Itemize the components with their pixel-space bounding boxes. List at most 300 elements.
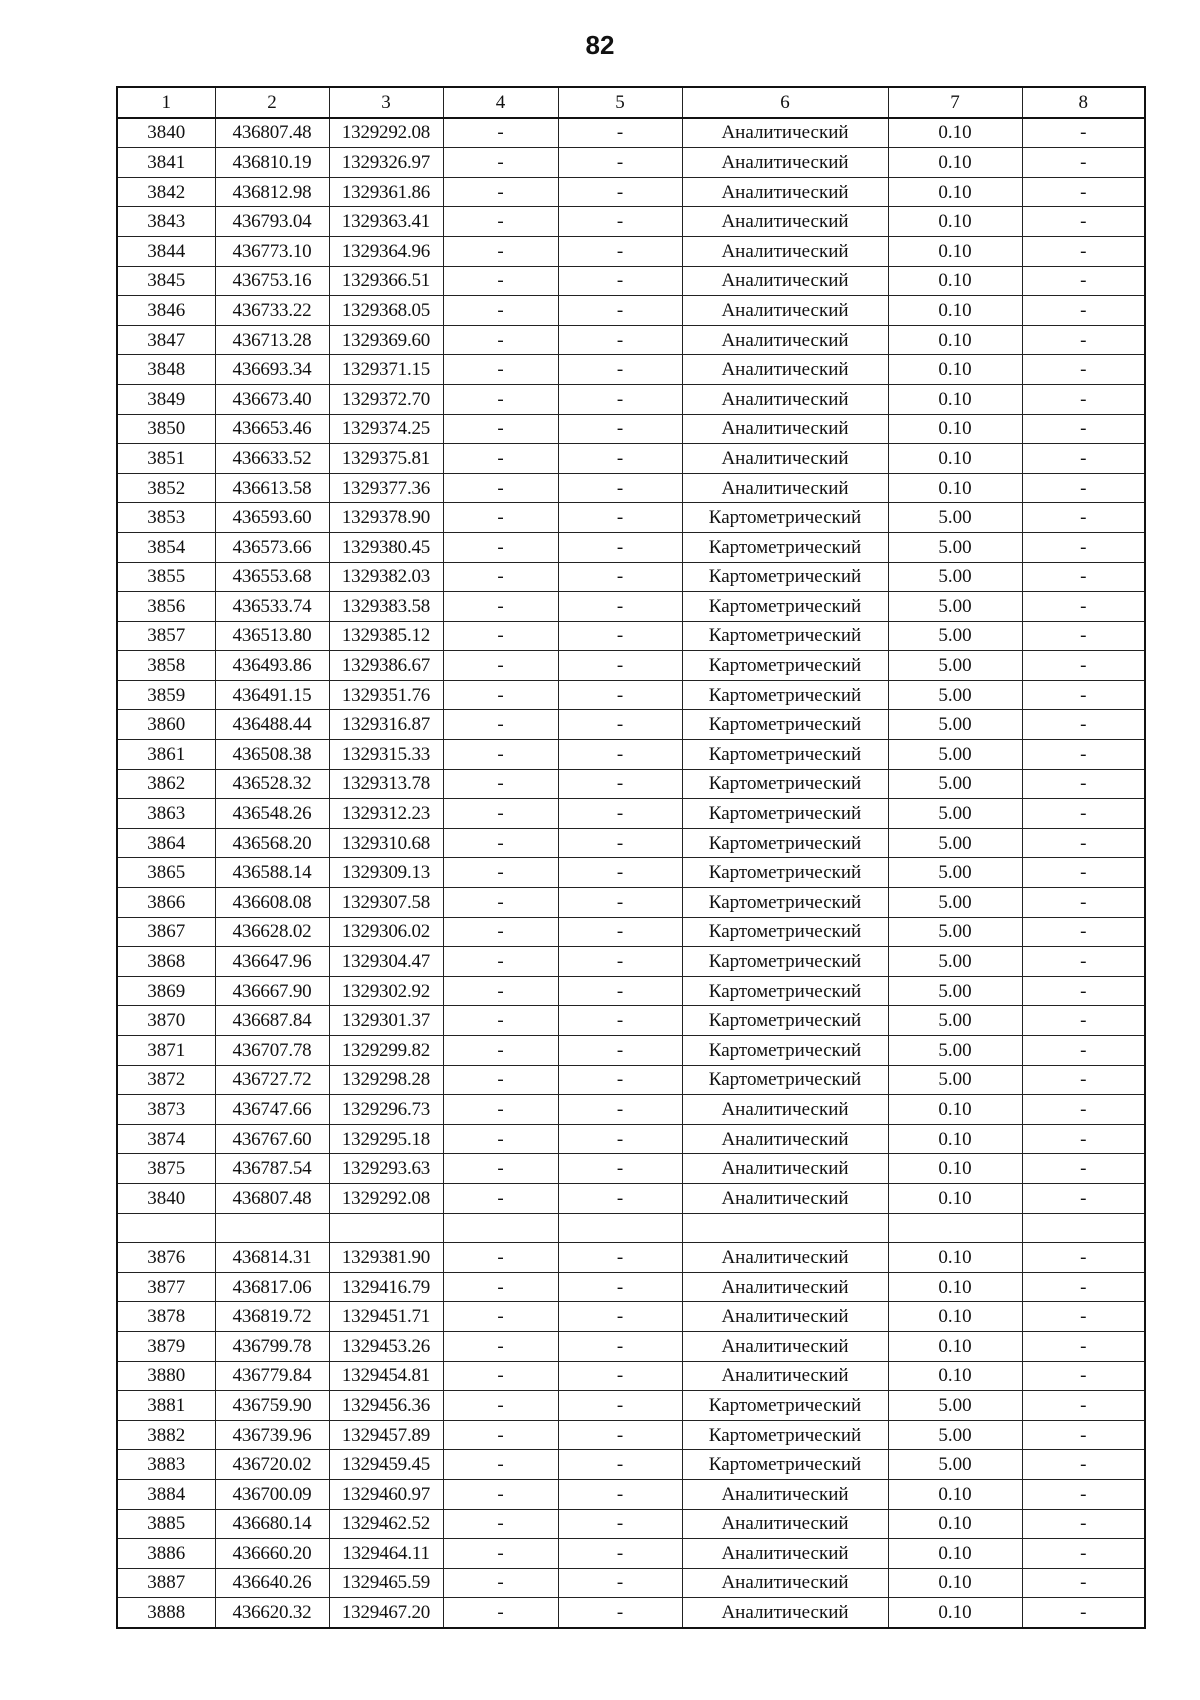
column-5-cell: - — [558, 1509, 682, 1539]
y-coordinate-cell: 1329371.15 — [329, 355, 443, 385]
accuracy-cell: 0.10 — [888, 473, 1022, 503]
point-number-cell: 3855 — [117, 562, 215, 592]
x-coordinate-cell: 436817.06 — [215, 1272, 329, 1302]
y-coordinate-cell: 1329302.92 — [329, 976, 443, 1006]
x-coordinate-cell: 436568.20 — [215, 828, 329, 858]
y-coordinate-cell: 1329307.58 — [329, 888, 443, 918]
accuracy-cell: 5.00 — [888, 799, 1022, 829]
x-coordinate-cell: 436807.48 — [215, 118, 329, 148]
x-coordinate-cell: 436488.44 — [215, 710, 329, 740]
accuracy-cell: 5.00 — [888, 976, 1022, 1006]
table-row — [117, 1095, 1145, 1125]
column-4-cell: - — [443, 917, 558, 947]
column-4-cell: - — [443, 621, 558, 651]
table-row — [117, 1213, 1145, 1243]
x-coordinate-cell: 436620.32 — [215, 1598, 329, 1628]
column-4-cell — [443, 1213, 558, 1243]
accuracy-cell: 0.10 — [888, 1183, 1022, 1213]
point-number-cell: 3868 — [117, 947, 215, 977]
column-8-cell: - — [1022, 236, 1145, 266]
column-8-cell: - — [1022, 1272, 1145, 1302]
y-coordinate-cell: 1329366.51 — [329, 266, 443, 296]
point-number-cell: 3873 — [117, 1095, 215, 1125]
column-4-cell: - — [443, 355, 558, 385]
x-coordinate-cell: 436493.86 — [215, 651, 329, 681]
point-number-cell: 3844 — [117, 236, 215, 266]
method-cell: Картометрический — [682, 1006, 888, 1036]
x-coordinate-cell: 436793.04 — [215, 207, 329, 237]
column-4-cell: - — [443, 799, 558, 829]
column-5-cell: - — [558, 947, 682, 977]
column-5-cell: - — [558, 651, 682, 681]
x-coordinate-cell: 436807.48 — [215, 1183, 329, 1213]
column-4-cell: - — [443, 562, 558, 592]
column-4-cell: - — [443, 976, 558, 1006]
x-coordinate-cell: 436628.02 — [215, 917, 329, 947]
y-coordinate-cell: 1329301.37 — [329, 1006, 443, 1036]
point-number-cell: 3852 — [117, 473, 215, 503]
table-body — [117, 118, 1145, 1628]
table-row — [117, 917, 1145, 947]
x-coordinate-cell: 436613.58 — [215, 473, 329, 503]
point-number-cell: 3841 — [117, 148, 215, 178]
accuracy-cell: 0.10 — [888, 1539, 1022, 1569]
point-number-cell: 3864 — [117, 828, 215, 858]
method-cell: Аналитический — [682, 1272, 888, 1302]
point-number-cell: 3866 — [117, 888, 215, 918]
x-coordinate-cell: 436573.66 — [215, 532, 329, 562]
x-coordinate-cell: 436528.32 — [215, 769, 329, 799]
column-4-cell: - — [443, 414, 558, 444]
column-4-cell: - — [443, 1450, 558, 1480]
method-cell: Аналитический — [682, 1479, 888, 1509]
column-5-cell — [558, 1213, 682, 1243]
x-coordinate-cell: 436720.02 — [215, 1450, 329, 1480]
accuracy-cell: 0.10 — [888, 1479, 1022, 1509]
column-5-cell: - — [558, 236, 682, 266]
method-cell: Картометрический — [682, 680, 888, 710]
column-8-cell: - — [1022, 532, 1145, 562]
x-coordinate-cell: 436608.08 — [215, 888, 329, 918]
column-8-cell: - — [1022, 1154, 1145, 1184]
column-5-cell: - — [558, 532, 682, 562]
column-8-cell: - — [1022, 769, 1145, 799]
accuracy-cell: 5.00 — [888, 1420, 1022, 1450]
accuracy-cell: 5.00 — [888, 828, 1022, 858]
y-coordinate-cell: 1329369.60 — [329, 325, 443, 355]
y-coordinate-cell: 1329378.90 — [329, 503, 443, 533]
column-8-cell: - — [1022, 118, 1145, 148]
column-8-cell: - — [1022, 1479, 1145, 1509]
point-number-cell: 3874 — [117, 1124, 215, 1154]
table-row — [117, 473, 1145, 503]
column-4-cell: - — [443, 266, 558, 296]
table-row — [117, 858, 1145, 888]
table-row — [117, 503, 1145, 533]
column-4-cell: - — [443, 1302, 558, 1332]
table-row — [117, 1006, 1145, 1036]
column-8-cell: - — [1022, 444, 1145, 474]
column-4-cell: - — [443, 888, 558, 918]
column-4-cell: - — [443, 1095, 558, 1125]
table-row — [117, 1302, 1145, 1332]
accuracy-cell — [888, 1213, 1022, 1243]
table-row — [117, 355, 1145, 385]
y-coordinate-cell: 1329292.08 — [329, 118, 443, 148]
method-cell: Аналитический — [682, 266, 888, 296]
column-8-cell: - — [1022, 651, 1145, 681]
point-number-cell: 3878 — [117, 1302, 215, 1332]
y-coordinate-cell: 1329299.82 — [329, 1036, 443, 1066]
y-coordinate-cell: 1329459.45 — [329, 1450, 443, 1480]
y-coordinate-cell: 1329313.78 — [329, 769, 443, 799]
column-5-cell: - — [558, 1450, 682, 1480]
y-coordinate-cell: 1329316.87 — [329, 710, 443, 740]
column-4-cell: - — [443, 296, 558, 326]
column-8-cell: - — [1022, 917, 1145, 947]
column-8-cell: - — [1022, 473, 1145, 503]
method-cell: Аналитический — [682, 207, 888, 237]
method-cell: Картометрический — [682, 562, 888, 592]
point-number-cell: 3851 — [117, 444, 215, 474]
point-number-cell: 3840 — [117, 118, 215, 148]
column-8-cell: - — [1022, 828, 1145, 858]
method-cell: Картометрический — [682, 828, 888, 858]
point-number-cell: 3885 — [117, 1509, 215, 1539]
column-5-cell: - — [558, 296, 682, 326]
point-number-cell: 3886 — [117, 1539, 215, 1569]
table-row — [117, 947, 1145, 977]
column-5-cell: - — [558, 1598, 682, 1628]
column-8-cell: - — [1022, 740, 1145, 770]
column-5-cell: - — [558, 828, 682, 858]
column-8-cell: - — [1022, 1302, 1145, 1332]
y-coordinate-cell: 1329381.90 — [329, 1243, 443, 1273]
x-coordinate-cell: 436687.84 — [215, 1006, 329, 1036]
column-5-cell: - — [558, 1420, 682, 1450]
point-number-cell: 3859 — [117, 680, 215, 710]
accuracy-cell: 0.10 — [888, 207, 1022, 237]
table-row — [117, 532, 1145, 562]
x-coordinate-cell: 436819.72 — [215, 1302, 329, 1332]
table-row — [117, 680, 1145, 710]
column-8-cell: - — [1022, 355, 1145, 385]
point-number-cell: 3848 — [117, 355, 215, 385]
column-header: 2 — [215, 87, 329, 118]
point-number-cell: 3882 — [117, 1420, 215, 1450]
method-cell: Картометрический — [682, 503, 888, 533]
method-cell: Аналитический — [682, 1243, 888, 1273]
column-8-cell: - — [1022, 888, 1145, 918]
column-5-cell: - — [558, 414, 682, 444]
y-coordinate-cell: 1329464.11 — [329, 1539, 443, 1569]
column-5-cell: - — [558, 740, 682, 770]
method-cell: Картометрический — [682, 888, 888, 918]
column-8-cell: - — [1022, 414, 1145, 444]
column-5-cell: - — [558, 1479, 682, 1509]
y-coordinate-cell: 1329326.97 — [329, 148, 443, 178]
table-row — [117, 177, 1145, 207]
method-cell: Картометрический — [682, 769, 888, 799]
column-5-cell: - — [558, 118, 682, 148]
column-5-cell: - — [558, 355, 682, 385]
method-cell: Аналитический — [682, 1095, 888, 1125]
point-number-cell: 3861 — [117, 740, 215, 770]
accuracy-cell: 0.10 — [888, 236, 1022, 266]
point-number-cell: 3840 — [117, 1183, 215, 1213]
column-5-cell: - — [558, 325, 682, 355]
x-coordinate-cell: 436653.46 — [215, 414, 329, 444]
column-4-cell: - — [443, 1361, 558, 1391]
accuracy-cell: 0.10 — [888, 1095, 1022, 1125]
point-number-cell: 3863 — [117, 799, 215, 829]
column-4-cell: - — [443, 1539, 558, 1569]
x-coordinate-cell: 436787.54 — [215, 1154, 329, 1184]
table-row — [117, 1036, 1145, 1066]
x-coordinate-cell: 436799.78 — [215, 1331, 329, 1361]
column-5-cell: - — [558, 710, 682, 740]
accuracy-cell: 5.00 — [888, 858, 1022, 888]
method-cell: Аналитический — [682, 473, 888, 503]
y-coordinate-cell: 1329315.33 — [329, 740, 443, 770]
column-5-cell: - — [558, 621, 682, 651]
point-number-cell: 3846 — [117, 296, 215, 326]
y-coordinate-cell: 1329351.76 — [329, 680, 443, 710]
column-5-cell: - — [558, 917, 682, 947]
accuracy-cell: 5.00 — [888, 710, 1022, 740]
column-8-cell: - — [1022, 621, 1145, 651]
method-cell: Картометрический — [682, 621, 888, 651]
column-4-cell: - — [443, 740, 558, 770]
point-number-cell: 3867 — [117, 917, 215, 947]
method-cell: Картометрический — [682, 917, 888, 947]
point-number-cell: 3856 — [117, 592, 215, 622]
point-number-cell — [117, 1213, 215, 1243]
column-8-cell: - — [1022, 384, 1145, 414]
method-cell: Картометрический — [682, 532, 888, 562]
column-5-cell: - — [558, 976, 682, 1006]
column-5-cell: - — [558, 1006, 682, 1036]
method-cell: Картометрический — [682, 947, 888, 977]
column-5-cell: - — [558, 1302, 682, 1332]
y-coordinate-cell: 1329304.47 — [329, 947, 443, 977]
table-row — [117, 562, 1145, 592]
column-4-cell: - — [443, 1183, 558, 1213]
y-coordinate-cell: 1329380.45 — [329, 532, 443, 562]
method-cell: Картометрический — [682, 976, 888, 1006]
y-coordinate-cell: 1329457.89 — [329, 1420, 443, 1450]
column-5-cell: - — [558, 1361, 682, 1391]
x-coordinate-cell: 436779.84 — [215, 1361, 329, 1391]
column-5-cell: - — [558, 1243, 682, 1273]
column-5-cell: - — [558, 1124, 682, 1154]
table-header-row — [117, 87, 1145, 118]
y-coordinate-cell: 1329451.71 — [329, 1302, 443, 1332]
point-number-cell: 3888 — [117, 1598, 215, 1628]
x-coordinate-cell: 436680.14 — [215, 1509, 329, 1539]
y-coordinate-cell: 1329361.86 — [329, 177, 443, 207]
y-coordinate-cell: 1329363.41 — [329, 207, 443, 237]
table-row — [117, 207, 1145, 237]
table-row — [117, 1183, 1145, 1213]
accuracy-cell: 0.10 — [888, 1272, 1022, 1302]
method-cell: Картометрический — [682, 651, 888, 681]
column-header: 7 — [888, 87, 1022, 118]
x-coordinate-cell: 436759.90 — [215, 1391, 329, 1421]
accuracy-cell: 0.10 — [888, 296, 1022, 326]
accuracy-cell: 5.00 — [888, 680, 1022, 710]
y-coordinate-cell: 1329312.23 — [329, 799, 443, 829]
point-number-cell: 3858 — [117, 651, 215, 681]
accuracy-cell: 5.00 — [888, 1006, 1022, 1036]
column-8-cell: - — [1022, 1006, 1145, 1036]
accuracy-cell: 0.10 — [888, 414, 1022, 444]
method-cell: Аналитический — [682, 296, 888, 326]
accuracy-cell: 5.00 — [888, 1450, 1022, 1480]
column-4-cell: - — [443, 236, 558, 266]
column-4-cell: - — [443, 1124, 558, 1154]
x-coordinate-cell: 436633.52 — [215, 444, 329, 474]
point-number-cell: 3860 — [117, 710, 215, 740]
y-coordinate-cell: 1329453.26 — [329, 1331, 443, 1361]
y-coordinate-cell: 1329386.67 — [329, 651, 443, 681]
column-5-cell: - — [558, 888, 682, 918]
table-row — [117, 1420, 1145, 1450]
point-number-cell: 3865 — [117, 858, 215, 888]
x-coordinate-cell: 436553.68 — [215, 562, 329, 592]
method-cell: Аналитический — [682, 148, 888, 178]
point-number-cell: 3884 — [117, 1479, 215, 1509]
column-4-cell: - — [443, 858, 558, 888]
table-row — [117, 769, 1145, 799]
table-row — [117, 266, 1145, 296]
column-5-cell: - — [558, 1391, 682, 1421]
column-4-cell: - — [443, 1036, 558, 1066]
column-8-cell: - — [1022, 177, 1145, 207]
column-8-cell: - — [1022, 680, 1145, 710]
point-number-cell: 3871 — [117, 1036, 215, 1066]
y-coordinate-cell: 1329377.36 — [329, 473, 443, 503]
table-row — [117, 651, 1145, 681]
method-cell: Аналитический — [682, 1154, 888, 1184]
column-8-cell: - — [1022, 1124, 1145, 1154]
accuracy-cell: 0.10 — [888, 118, 1022, 148]
column-4-cell: - — [443, 384, 558, 414]
method-cell: Аналитический — [682, 1568, 888, 1598]
y-coordinate-cell: 1329467.20 — [329, 1598, 443, 1628]
table-row — [117, 592, 1145, 622]
method-cell: Аналитический — [682, 1124, 888, 1154]
y-coordinate-cell: 1329298.28 — [329, 1065, 443, 1095]
y-coordinate-cell — [329, 1213, 443, 1243]
column-5-cell: - — [558, 384, 682, 414]
method-cell: Аналитический — [682, 177, 888, 207]
column-header: 5 — [558, 87, 682, 118]
accuracy-cell: 0.10 — [888, 177, 1022, 207]
accuracy-cell: 0.10 — [888, 1124, 1022, 1154]
x-coordinate-cell: 436814.31 — [215, 1243, 329, 1273]
column-8-cell: - — [1022, 207, 1145, 237]
method-cell: Картометрический — [682, 1450, 888, 1480]
column-4-cell: - — [443, 769, 558, 799]
x-coordinate-cell: 436707.78 — [215, 1036, 329, 1066]
accuracy-cell: 5.00 — [888, 769, 1022, 799]
method-cell: Картометрический — [682, 1065, 888, 1095]
table-row — [117, 1509, 1145, 1539]
accuracy-cell: 5.00 — [888, 888, 1022, 918]
point-number-cell: 3849 — [117, 384, 215, 414]
accuracy-cell: 5.00 — [888, 621, 1022, 651]
y-coordinate-cell: 1329364.96 — [329, 236, 443, 266]
column-5-cell: - — [558, 769, 682, 799]
column-4-cell: - — [443, 1331, 558, 1361]
y-coordinate-cell: 1329382.03 — [329, 562, 443, 592]
table-row — [117, 1391, 1145, 1421]
x-coordinate-cell: 436593.60 — [215, 503, 329, 533]
column-5-cell: - — [558, 1568, 682, 1598]
column-header: 3 — [329, 87, 443, 118]
coordinates-table — [116, 86, 1146, 1629]
column-4-cell: - — [443, 1006, 558, 1036]
column-4-cell: - — [443, 325, 558, 355]
accuracy-cell: 5.00 — [888, 592, 1022, 622]
column-8-cell: - — [1022, 1598, 1145, 1628]
x-coordinate-cell: 436673.40 — [215, 384, 329, 414]
table-row — [117, 148, 1145, 178]
column-8-cell: - — [1022, 1243, 1145, 1273]
column-8-cell: - — [1022, 1568, 1145, 1598]
accuracy-cell: 5.00 — [888, 1036, 1022, 1066]
point-number-cell: 3869 — [117, 976, 215, 1006]
column-4-cell: - — [443, 651, 558, 681]
x-coordinate-cell: 436767.60 — [215, 1124, 329, 1154]
accuracy-cell: 5.00 — [888, 1391, 1022, 1421]
column-5-cell: - — [558, 1331, 682, 1361]
method-cell: Аналитический — [682, 355, 888, 385]
method-cell: Аналитический — [682, 1302, 888, 1332]
x-coordinate-cell: 436747.66 — [215, 1095, 329, 1125]
point-number-cell: 3887 — [117, 1568, 215, 1598]
table-row — [117, 799, 1145, 829]
table-row — [117, 384, 1145, 414]
method-cell: Картометрический — [682, 740, 888, 770]
accuracy-cell: 0.10 — [888, 1331, 1022, 1361]
point-number-cell: 3876 — [117, 1243, 215, 1273]
column-8-cell: - — [1022, 1450, 1145, 1480]
accuracy-cell: 0.10 — [888, 384, 1022, 414]
column-header: 4 — [443, 87, 558, 118]
column-4-cell: - — [443, 503, 558, 533]
y-coordinate-cell: 1329292.08 — [329, 1183, 443, 1213]
column-4-cell: - — [443, 1272, 558, 1302]
y-coordinate-cell: 1329375.81 — [329, 444, 443, 474]
method-cell: Аналитический — [682, 118, 888, 148]
y-coordinate-cell: 1329374.25 — [329, 414, 443, 444]
y-coordinate-cell: 1329383.58 — [329, 592, 443, 622]
y-coordinate-cell: 1329385.12 — [329, 621, 443, 651]
column-5-cell: - — [558, 473, 682, 503]
method-cell: Аналитический — [682, 1598, 888, 1628]
column-8-cell: - — [1022, 1391, 1145, 1421]
method-cell — [682, 1213, 888, 1243]
column-8-cell: - — [1022, 266, 1145, 296]
accuracy-cell: 0.10 — [888, 1598, 1022, 1628]
column-8-cell: - — [1022, 148, 1145, 178]
accuracy-cell: 0.10 — [888, 1302, 1022, 1332]
method-cell: Аналитический — [682, 414, 888, 444]
column-8-cell: - — [1022, 1183, 1145, 1213]
point-number-cell: 3842 — [117, 177, 215, 207]
